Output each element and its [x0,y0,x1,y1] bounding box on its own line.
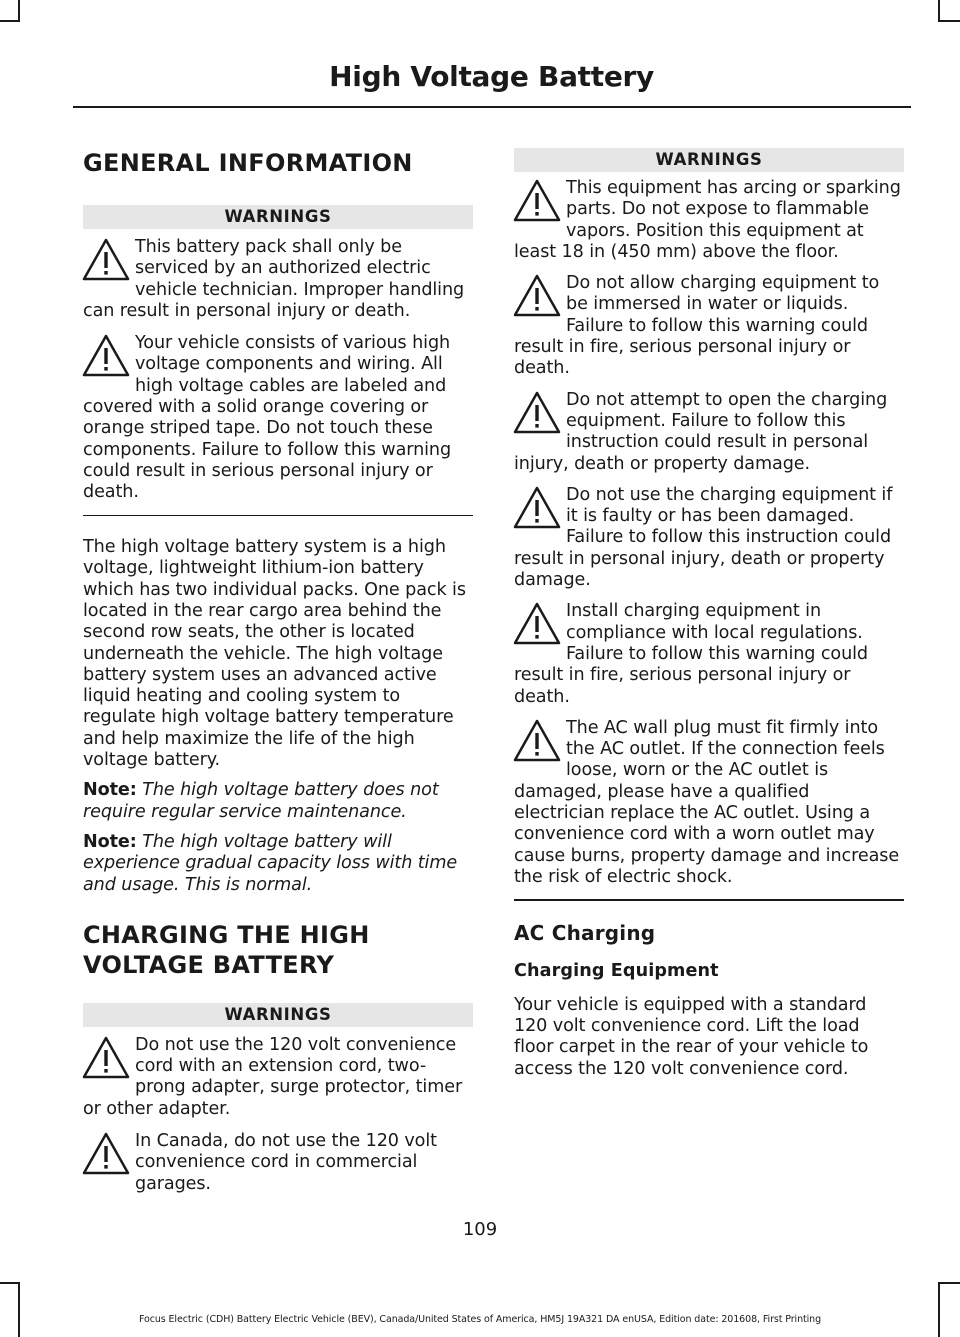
warning-triangle-icon [81,237,135,287]
section-divider [83,515,473,517]
crop-mark [940,1282,960,1284]
warnings-banner: WARNINGS [83,205,473,229]
warning-triangle-icon [512,273,566,323]
warning-item [83,1035,473,1120]
warning-item [514,178,904,263]
warning-triangle-icon [512,485,566,535]
subheading-charging-equipment: Charging Equipment [514,960,719,981]
warning-triangle-icon [512,178,566,228]
crop-mark [18,0,20,22]
body-paragraph: Your vehicle is equipped with a standard 120 volt convenience cord. Lift the load floor carpet in the rear of your vehicle to access the 120 volt convenience cord. [514,994,869,1079]
warning-item [514,718,904,888]
warning-item [83,1131,473,1195]
note-label: Note: [83,780,137,801]
warning-item [514,390,904,475]
warning-text: Do not attempt to open the charging equipment. Failure to follow this instruction could result in personal injury, death or property damage. [514,389,888,474]
warning-text: This battery pack shall only be serviced by an authorized electric vehicle technician. Improper handling can result in personal injury or death. [83,237,465,321]
warning-triangle-icon [81,1131,135,1181]
section-divider [514,899,904,901]
warning-text: Do not allow charging equipment to be immersed in water or liquids. Failure to follow this warning could result in fire, serious personal injury or death. [514,273,880,379]
right-column [514,148,904,1080]
section-title-line: CHARGING THE HIGH [83,920,370,949]
crop-mark [18,1282,20,1337]
left-column [83,140,473,1195]
warning-text: Your vehicle consists of various high voltage components and wiring. All high voltage cables are labeled and covered with a solid orange covering or orange striped tape. Do not touch these components. Failure to follow this warning could result in serious personal injury or death. [83,333,452,503]
warning-item [514,273,904,379]
warning-text: Do not use the 120 volt convenience cord with an extension cord, two-prong adapter, surge protector, timer or other adapter. [83,1034,463,1119]
warning-triangle-icon [81,1035,135,1085]
note-text: The high voltage battery will experience gradual capacity loss with time and usage. This is normal. [83,831,458,895]
warning-triangle-icon [512,390,566,440]
warning-item [514,485,904,591]
warning-text: Install charging equipment in compliance with local regulations. Failure to follow this warning could result in fire, serious personal injury or death. [514,601,868,707]
crop-mark [0,20,20,22]
section-title-line: VOLTAGE BATTERY [83,950,335,979]
warning-triangle-icon [512,718,566,768]
warning-text: In Canada, do not use the 120 volt convenience cord in commercial garages. [135,1131,437,1194]
warning-triangle-icon [81,333,135,383]
warning-text: Do not use the charging equipment if it is faulty or has been damaged. Failure to follow this instruction could result in personal injury, death or property damage. [514,484,893,591]
crop-mark [0,1282,20,1284]
section-title-charging [83,920,473,980]
page-header-title: High Voltage Battery [329,60,654,93]
body-paragraph: The high voltage battery system is a high voltage, lightweight lithium-ion battery which has two individual packs. One pack is located in the rear cargo area behind the second row seats, the other is located underneath the vehicle. The high voltage battery system uses an advanced active liquid heating and cooling system to regulate high voltage battery temperature and help maximize the life of the high voltage battery. [83,537,466,771]
crop-mark [940,20,960,22]
warning-item [514,601,904,707]
warnings-banner: WARNINGS [83,1003,473,1027]
note-label: Note: [83,831,137,852]
page-footer: Focus Electric (CDH) Battery Electric Vehicle (BEV), Canada/United States of America, HM5J 19A321 DA enUSA, Edition date: 201608, First Printing [138,1314,822,1325]
warning-text: The AC wall plug must fit firmly into the AC outlet. If the connection feels loose, worn or the AC outlet is damaged, please have a qualified electrician replace the AC outlet. Using a convenience cord with a worn outlet may cause burns, property damage and increase the risk of electric shock. [514,717,900,887]
note [83,832,473,896]
note-text: The high voltage battery does not require regular service maintenance. [83,780,439,822]
crop-mark [938,0,940,22]
page-number: 109 [462,1219,498,1240]
header-divider [73,106,911,108]
warning-triangle-icon [512,601,566,651]
subheading-ac-charging: AC Charging [514,920,656,945]
warning-item [83,237,473,322]
warnings-banner: WARNINGS [514,148,904,172]
section-title-general-information: GENERAL INFORMATION [83,149,413,177]
warning-item [83,333,473,503]
note [83,780,473,823]
warning-text: This equipment has arcing or sparking parts. Do not expose to flammable vapors. Position this equipment at least 18 in (450 mm) above the floor. [514,178,901,262]
crop-mark [938,1282,940,1337]
